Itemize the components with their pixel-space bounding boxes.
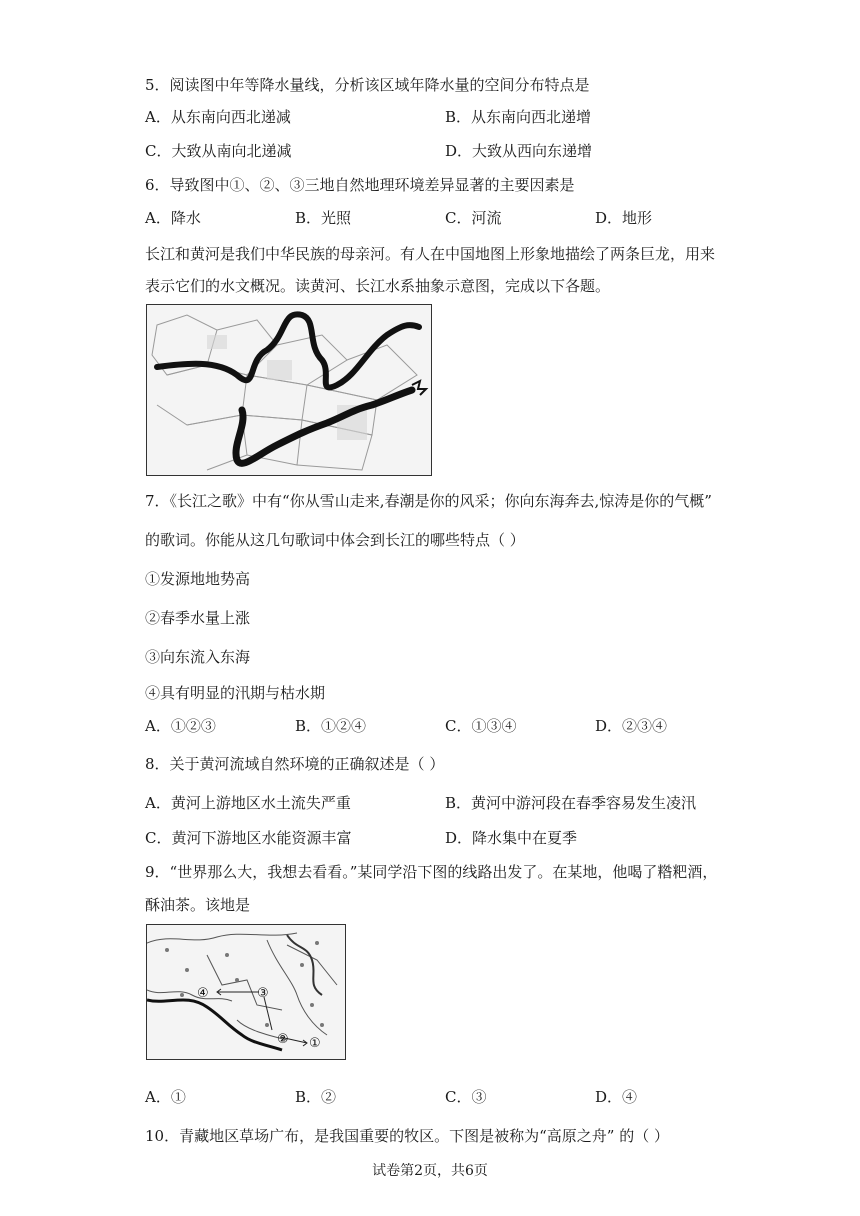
q8-option-b: B．黄河中游河段在春季容易发生凌汛 <box>445 794 697 812</box>
route-map-image <box>147 925 345 1059</box>
map-label-4: ④ <box>197 986 209 1001</box>
q9-stem-line-2: 酥油茶。该地是 <box>145 896 251 914</box>
q5-stem: 5．阅读图中年等降水量线，分析该区域年降水量的空间分布特点是 <box>145 76 590 94</box>
q7-option-d: D．②③④ <box>595 717 668 735</box>
q5-option-c: C．大致从南向北递减 <box>145 142 292 160</box>
q7-option-b: B．①②④ <box>295 717 367 735</box>
q6-option-c: C．河流 <box>445 209 502 227</box>
q7-item-1: ①发源地地势高 <box>145 570 251 588</box>
q9-stem-line-1: 9．“世界那么大，我想去看看。”某同学沿下图的线路出发了。在某地，他喝了糌粑酒， <box>145 863 718 881</box>
q9-option-c: C．③ <box>445 1088 487 1106</box>
q10-stem: 10．青藏地区草场广布，是我国重要的牧区。下图是被称为“高原之舟” 的（ ） <box>145 1127 669 1145</box>
map-label-1: ① <box>309 1036 321 1051</box>
q7-item-3: ③向东流入东海 <box>145 648 251 666</box>
map-label-3: ③ <box>257 986 269 1001</box>
q6-option-a: A．降水 <box>145 209 201 227</box>
q6-option-d: D．地形 <box>595 209 653 227</box>
travel-route-map <box>146 924 346 1060</box>
q7-item-4: ④具有明显的汛期与枯水期 <box>145 684 326 702</box>
q5-option-b: B．从东南向西北递增 <box>445 108 592 126</box>
q9-option-b: B．② <box>295 1088 337 1106</box>
q8-option-d: D．降水集中在夏季 <box>445 829 578 847</box>
q8-option-c: C．黄河下游地区水能资源丰富 <box>145 829 352 847</box>
intro-line-1: 长江和黄河是我们中华民族的母亲河。有人在中国地图上形象地描绘了两条巨龙，用来 <box>145 245 716 263</box>
q8-option-a: A．黄河上游地区水土流失严重 <box>145 794 351 812</box>
page-footer: 试卷第2页，共6页 <box>372 1163 488 1179</box>
q5-option-a: A．从东南向西北递减 <box>145 108 291 126</box>
q6-stem: 6．导致图中①、②、③三地自然地理环境差异显著的主要因素是 <box>145 176 575 194</box>
q7-option-c: C．①③④ <box>445 717 517 735</box>
map-label-2: ② <box>277 1032 289 1047</box>
intro-line-2: 表示它们的水文概况。读黄河、长江水系抽象示意图，完成以下各题。 <box>145 277 611 295</box>
q8-stem: 8．关于黄河流域自然环境的正确叙述是（ ） <box>145 755 445 773</box>
q7-option-a: A．①②③ <box>145 717 216 735</box>
yellow-yangtze-river-map <box>146 304 432 476</box>
q7-stem-line-1: 7．《长江之歌》中有“你从雪山走来,春潮是你的风采；你向东海奔去,惊涛是你的气概” <box>145 492 712 510</box>
q9-option-d: D．④ <box>595 1088 638 1106</box>
river-map-image <box>147 305 431 475</box>
q7-stem-line-2: 的歌词。你能从这几句歌词中体会到长江的哪些特点（ ） <box>145 531 525 549</box>
q6-option-b: B．光照 <box>295 209 352 227</box>
q9-option-a: A．① <box>145 1088 186 1106</box>
q7-item-2: ②春季水量上涨 <box>145 609 251 627</box>
q5-option-d: D．大致从西向东递增 <box>445 142 593 160</box>
